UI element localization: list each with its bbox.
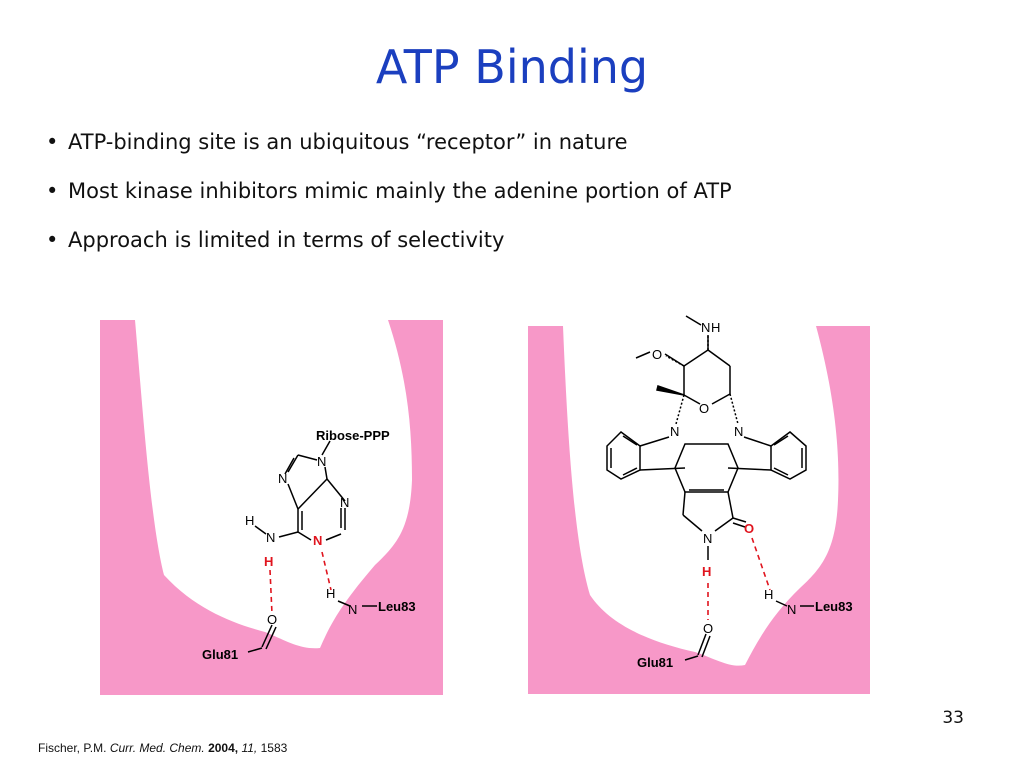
citation-authors: Fischer, P.M. <box>38 741 107 755</box>
page-number: 33 <box>942 708 964 728</box>
atom-h-red: H <box>702 564 712 579</box>
atom-n: N <box>266 530 276 545</box>
bullet-marker: • <box>46 130 59 154</box>
atom-n: N <box>703 531 713 546</box>
glu81-label: Glu81 <box>637 655 674 670</box>
atom-n-red: N <box>313 533 323 548</box>
citation-year: 2004, <box>208 741 239 755</box>
citation <box>38 741 287 755</box>
left-figure <box>100 320 443 695</box>
bullet-text: Most kinase inhibitors mimic mainly the adenine portion of ATP <box>68 179 732 203</box>
bullet-text: Approach is limited in terms of selectivity <box>68 228 505 252</box>
bullet-marker: • <box>46 228 59 252</box>
atom-n: N <box>787 602 797 617</box>
atom-o-red: O <box>744 521 755 536</box>
atom-n: N <box>348 602 358 617</box>
atom-n: N <box>701 320 711 335</box>
left-hbonds <box>270 552 331 614</box>
bullet-marker: • <box>46 179 59 203</box>
atom-h: H <box>245 513 255 528</box>
left-pocket-shape <box>100 320 443 695</box>
citation-volume: 11, <box>241 741 258 755</box>
leu83-label: Leu83 <box>378 599 416 614</box>
atom-o: O <box>703 621 714 636</box>
atom-h: H <box>711 320 721 335</box>
citation-page: 1583 <box>260 741 288 755</box>
right-hbonds <box>708 538 770 620</box>
citation-journal: Curr. Med. Chem. <box>109 741 205 755</box>
atom-h-red: H <box>264 554 274 569</box>
glu81-label: Glu81 <box>202 647 239 662</box>
slide-title: ATP Binding <box>375 40 649 94</box>
atom-n: N <box>317 454 327 469</box>
right-pocket-shape <box>528 326 870 694</box>
bullet-text: ATP-binding site is an ubiquitous “receptor” in nature <box>68 130 628 154</box>
atom-h: H <box>326 586 336 601</box>
atom-n: N <box>734 424 744 439</box>
atom-o: O <box>652 347 663 362</box>
atom-h: H <box>764 587 774 602</box>
atom-n: N <box>278 471 288 486</box>
atom-o: O <box>699 401 710 416</box>
atom-n: N <box>670 424 680 439</box>
leu83-label: Leu83 <box>815 599 853 614</box>
right-figure <box>528 316 870 694</box>
ribose-label: Ribose-PPP <box>316 428 390 443</box>
atom-n: N <box>340 495 350 510</box>
atom-o: O <box>267 612 278 627</box>
